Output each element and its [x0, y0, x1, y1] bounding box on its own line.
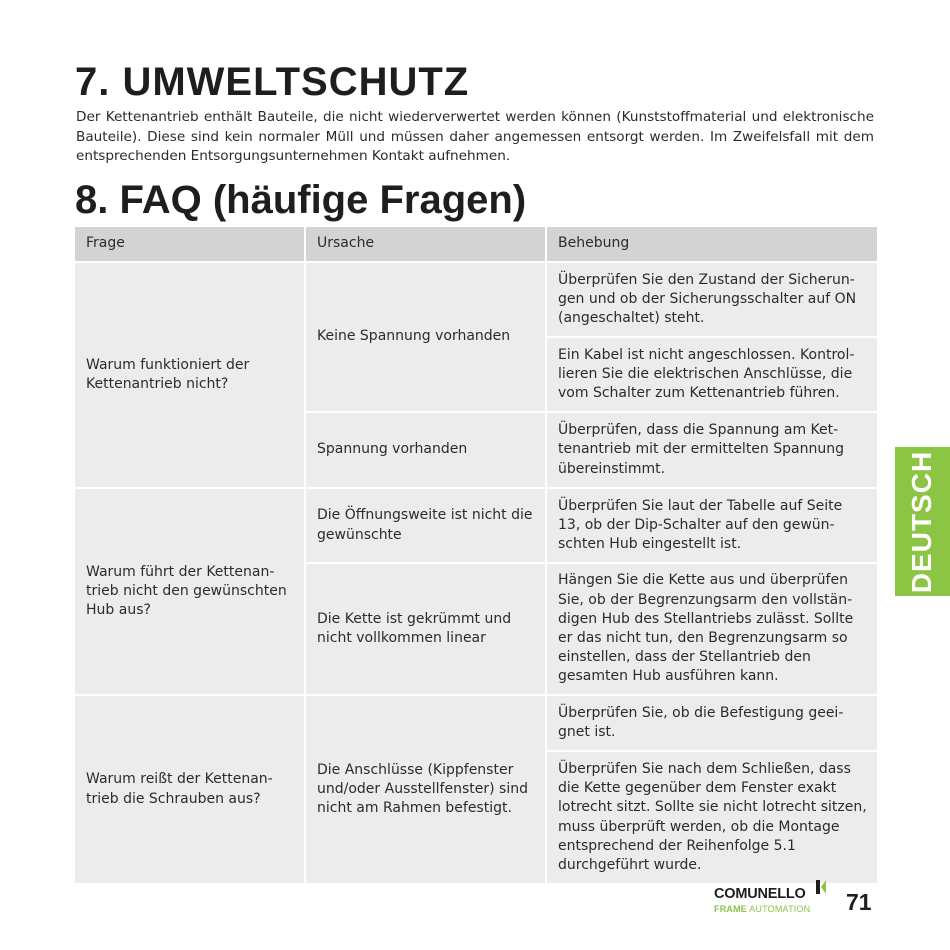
comunello-logo: [712, 880, 832, 920]
question-cell: Warum funktioniert der Kettenantrieb nicht?: [75, 263, 304, 487]
faq-table: [75, 227, 875, 873]
remedy-cell: Überprüfen Sie, ob die Befestigung geei-gnet ist.: [547, 696, 877, 750]
section-8-title: 8. FAQ (häufige Fragen): [75, 178, 527, 222]
section-7-body: Der Kettenantrieb enthält Bauteile, die nicht wiederverwertet werden können (Kunststoffmaterial und elektronische Bauteile). Diese sind kein normaler Müll und müssen daher angemessen entsorgt werden. Im Zweifelsfall mit dem entsprechenden Entsorgungsunternehmen Kontakt aufnehmen.: [76, 109, 874, 164]
remedy-cell: Überprüfen, dass die Spannung am Ket-tenantrieb mit der ermittelten Spannung übereinstimmt.: [547, 413, 877, 487]
cause-cell: Spannung vorhanden: [306, 413, 545, 487]
cause-cell: Die Anschlüsse (Kippfenster und/oder Ausstellfenster) sind nicht am Rahmen befestigt.: [306, 696, 545, 883]
remedy-cell: Ein Kabel ist nicht angeschlossen. Kontrol-lieren Sie die elektrischen Anschlüsse, die vom Schalter zum Kettenantrieb führen.: [547, 338, 877, 411]
header-frage: Frage: [75, 227, 304, 261]
remedy-cell: Überprüfen Sie den Zustand der Sicherun-gen und ob der Sicherungsschalter auf ON (angeschaltet) steht.: [547, 263, 877, 336]
question-cell: Warum reißt der Kettenan-trieb die Schrauben aus?: [75, 696, 304, 883]
logo-sub-rest: AUTOMATION: [747, 904, 811, 914]
section-7-title: 7. UMWELTSCHUTZ: [75, 60, 470, 104]
question-cell: Warum führt der Kettenan-trieb nicht den gewünschten Hub aus?: [75, 489, 304, 694]
cause-cell: Keine Spannung vorhanden: [306, 263, 545, 411]
logo-name: COMUNELLO: [714, 886, 806, 902]
language-tab-label: DEUTSCH: [906, 450, 938, 593]
header-ursache: Ursache: [306, 227, 545, 261]
logo-subtitle: [714, 904, 810, 914]
remedy-cell: Überprüfen Sie nach dem Schließen, dass die Kette gegenüber dem Fenster exakt lotrecht sitzt. Sollte sie nicht lotrecht sitzen, muss überprüft werden, ob die Montage entsprechend der Reihenfolge 5.1 durchgeführt wurde.: [547, 752, 877, 883]
remedy-cell: Hängen Sie die Kette aus und überprüfen Sie, ob der Begrenzungsarm den vollstän-digen Hub des Stellantriebs zulässt. Sollte er das nicht tun, den Begrenzungsarm so einstellen, dass der Stellantrieb den gesamten Hub ausführen kann.: [547, 564, 877, 694]
logo-mark-icon: [816, 880, 826, 894]
language-tab: [895, 447, 950, 596]
page-number: 71: [846, 889, 872, 915]
cause-cell: Die Öffnungsweite ist nicht die gewünschte: [306, 489, 545, 562]
logo-sub-bold: FRAME: [714, 904, 747, 914]
header-behebung: Behebung: [547, 227, 877, 261]
cause-cell: Die Kette ist gekrümmt und nicht vollkommen linear: [306, 564, 545, 694]
remedy-cell: Überprüfen Sie laut der Tabelle auf Seite 13, ob der Dip-Schalter auf den gewün-schten Hub eingestellt ist.: [547, 489, 877, 562]
